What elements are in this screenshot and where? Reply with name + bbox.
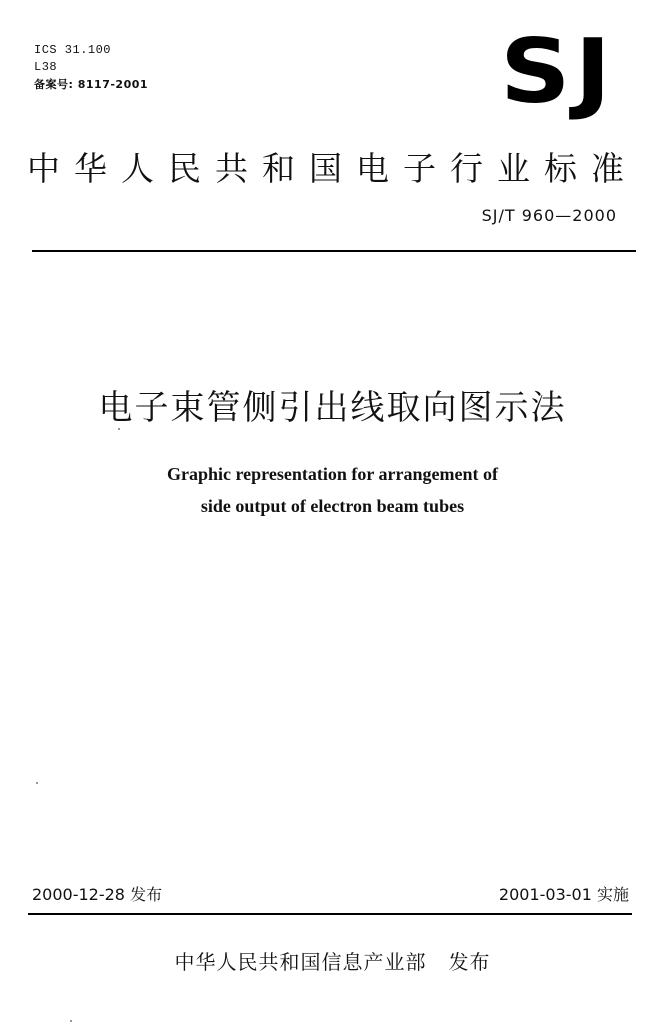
record-number: 备案号: 8117-2001: [34, 78, 149, 91]
ics-code: ICS 31.100: [34, 43, 112, 57]
organization-title: 中华人民共和国电子行业标准: [27, 149, 638, 188]
document-title-cn: 电子束管侧引出线取向图示法: [98, 388, 567, 428]
scan-speck: [70, 1020, 72, 1022]
title-en-line-1: Graphic representation for arrangement of: [167, 464, 498, 484]
title-en-line-2: side output of electron beam tubes: [200, 496, 465, 516]
ccs-code: L38: [34, 60, 58, 74]
standard-code: SJ/T 960—2000: [481, 206, 617, 225]
scan-speck: [118, 428, 120, 430]
classification-block: [34, 42, 148, 93]
header-divider: [32, 250, 636, 252]
issuing-authority: 中华人民共和国信息产业部 发布: [174, 950, 491, 974]
sj-logo: SJ: [500, 20, 616, 124]
document-title-en: [0, 458, 665, 522]
implementation-date: 2001-03-01 实施: [498, 885, 629, 904]
footer-divider: [28, 913, 632, 915]
scan-speck: [36, 782, 38, 784]
release-date: 2000-12-28 发布: [32, 885, 163, 904]
